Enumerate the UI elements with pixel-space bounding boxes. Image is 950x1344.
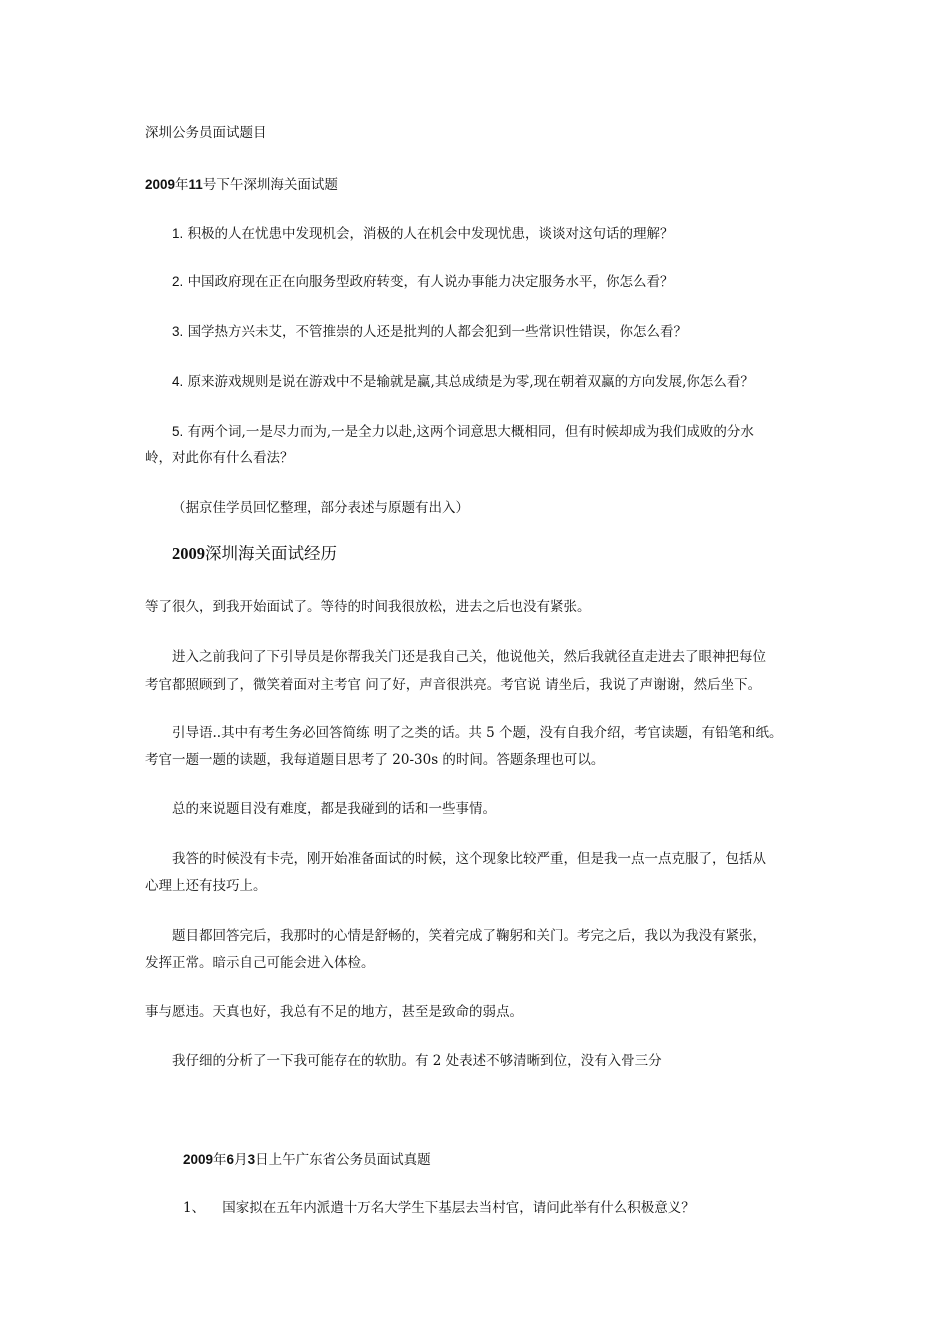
heading-day: 11 <box>188 177 203 192</box>
paragraph-line: 事与愿违。天真也好，我总有不足的地方，甚至是致命的弱点。 <box>145 1004 523 1020</box>
heading-month: 6 <box>226 1152 235 1167</box>
heading-year-suffix: 年 <box>213 1152 227 1168</box>
heading-year-suffix: 年 <box>175 177 189 193</box>
source-note: （据京佳学员回忆整理，部分表述与原题有出入） <box>172 500 469 516</box>
question-2 <box>172 273 674 291</box>
question-text: 有两个词,一是尽力而为,一是全力以赴,这两个词意思大概相同，但有时候却成为我们成败的分水 <box>187 424 754 440</box>
heading-year: 2009 <box>183 1152 214 1167</box>
heading-year: 2009 <box>145 177 176 192</box>
paragraph-line: 心理上还有技巧上。 <box>145 878 267 894</box>
heading-year: 2009 <box>172 544 205 563</box>
question-5-continued: 岭，对此你有什么看法？ <box>145 450 294 466</box>
heading-text: 日上午广东省公务员面试真题 <box>255 1152 431 1168</box>
question-3 <box>172 323 687 341</box>
heading-text: 深圳海关面试经历 <box>205 544 337 563</box>
heading-day: 3 <box>247 1152 256 1167</box>
question-text: 积极的人在忧患中发现机会，消极的人在机会中发现忧患，谈谈对这句话的理解？ <box>187 226 674 242</box>
question-number: 5. <box>172 424 184 439</box>
question-1 <box>172 225 674 243</box>
paragraph-line: 考官一题一题的读题，我每道题目思考了 20-30s 的时间。答题条理也可以。 <box>145 752 605 768</box>
question-4 <box>172 373 754 391</box>
heading-month-suffix: 月 <box>234 1152 248 1168</box>
paragraph-line: 我答的时候没有卡壳，刚开始准备面试的时候，这个现象比较严重，但是我一点一点克服了，包括从 <box>172 851 766 867</box>
section-heading-interview-experience <box>172 543 337 565</box>
paragraph-line: 考官都照顾到了，微笑着面对主考官 问了好，声音很洪亮。考官说 请坐后，我说了声谢谢，然后坐下。 <box>145 677 762 693</box>
paragraph-line: 引导语..其中有考生务必回答简练 明了之类的话。共 5 个题，没有自我介绍，考官读题，有铅笔和纸。 <box>172 725 783 741</box>
question-text: 中国政府现在正在向服务型政府转变，有人说办事能力决定服务水平，你怎么看？ <box>187 274 674 290</box>
question-number: 1、 <box>183 1200 206 1216</box>
question-text: 国家拟在五年内派遣十万名大学生下基层去当村官，请问此举有什么积极意义？ <box>222 1200 695 1216</box>
gd-question-1 <box>183 1199 695 1217</box>
section-heading-guangdong-questions <box>183 1151 431 1169</box>
heading-text: 号下午深圳海关面试题 <box>202 177 338 193</box>
paragraph-line: 发挥正常。暗示自己可能会进入体检。 <box>145 955 375 971</box>
question-text: 原来游戏规则是说在游戏中不是输就是赢,其总成绩是为零,现在朝着双赢的方向发展,你怎么看？ <box>187 374 754 390</box>
paragraph-line: 进入之前我问了下引导员是你帮我关门还是我自己关，他说他关，然后我就径直走进去了眼神把每位 <box>172 649 766 665</box>
paragraph-line: 我仔细的分析了一下我可能存在的软肋。有 2 处表述不够清晰到位，没有入骨三分 <box>172 1053 662 1069</box>
section-heading-shenzhen-customs-questions <box>145 176 338 194</box>
paragraph-line: 题目都回答完后，我那时的心情是舒畅的，笑着完成了鞠躬和关门。考完之后，我以为我没有紧张， <box>172 928 766 944</box>
question-5 <box>172 423 754 441</box>
paragraph-line: 等了很久，到我开始面试了。等待的时间我很放松，进去之后也没有紧张。 <box>145 599 591 615</box>
document-title: 深圳公务员面试题目 <box>145 125 267 141</box>
paragraph-line: 总的来说题目没有难度，都是我碰到的话和一些事情。 <box>172 801 496 817</box>
question-text: 国学热方兴未艾，不管推崇的人还是批判的人都会犯到一些常识性错误，你怎么看？ <box>187 324 688 340</box>
question-number: 1. <box>172 226 184 241</box>
question-number: 2. <box>172 274 184 289</box>
question-number: 4. <box>172 374 184 389</box>
question-number: 3. <box>172 324 184 339</box>
